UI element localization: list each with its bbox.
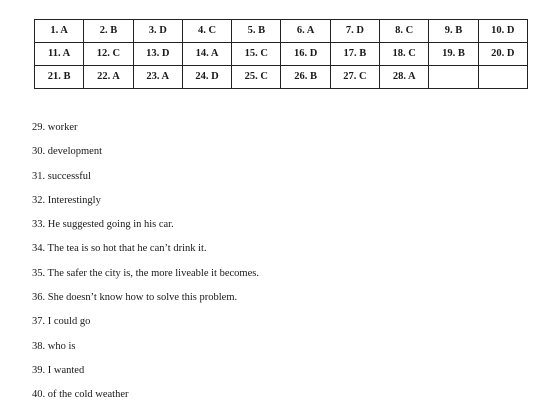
table-row (35, 20, 528, 43)
table-cell: 23. A (133, 66, 182, 89)
table-cell: 17. B (330, 43, 379, 66)
table-cell: 6. A (281, 20, 330, 43)
table-row (35, 66, 528, 89)
list-item: 37. I could go (32, 316, 91, 328)
table-cell: 25. C (232, 66, 281, 89)
list-item: 35. The safer the city is, the more liveable it becomes. (32, 267, 259, 279)
table-cell: 11. A (35, 43, 84, 66)
list-item: 40. of the cold weather (32, 389, 129, 401)
list-item: 31. successful (32, 170, 91, 182)
table-cell: 26. B (281, 66, 330, 89)
table-cell: 24. D (182, 66, 231, 89)
table-cell: 7. D (330, 20, 379, 43)
table-cell: 21. B (35, 66, 84, 89)
table-cell: 20. D (478, 43, 527, 66)
table-row (35, 43, 528, 66)
table-cell: 28. A (380, 66, 429, 89)
multiple-choice-answer-table (34, 19, 528, 89)
table-cell: 15. C (232, 43, 281, 66)
list-item: 34. The tea is so hot that he can’t drink it. (32, 243, 207, 255)
list-item: 30. development (32, 146, 102, 158)
table-cell: 27. C (330, 66, 379, 89)
table-cell: 16. D (281, 43, 330, 66)
table-cell: 3. D (133, 20, 182, 43)
table-cell-empty (478, 66, 527, 89)
table-cell: 10. D (478, 20, 527, 43)
list-item: 38. who is (32, 340, 76, 352)
table-cell: 4. C (182, 20, 231, 43)
table-cell: 13. D (133, 43, 182, 66)
table-cell: 1. A (35, 20, 84, 43)
table-cell: 14. A (182, 43, 231, 66)
list-item: 39. I wanted (32, 364, 85, 376)
list-item: 36. She doesn’t know how to solve this problem. (32, 292, 238, 304)
list-item: 33. He suggested going in his car. (32, 219, 174, 231)
table-cell: 18. C (380, 43, 429, 66)
table-cell: 9. B (429, 20, 478, 43)
list-item: 32. Interestingly (32, 194, 101, 206)
table-cell: 5. B (232, 20, 281, 43)
table-cell: 2. B (84, 20, 133, 43)
table-cell: 8. C (380, 20, 429, 43)
written-answers-list (32, 116, 259, 408)
table-cell: 12. C (84, 43, 133, 66)
list-item: 29. worker (32, 122, 78, 133)
table-cell: 19. B (429, 43, 478, 66)
table-cell-empty (429, 66, 478, 89)
table-cell: 22. A (84, 66, 133, 89)
